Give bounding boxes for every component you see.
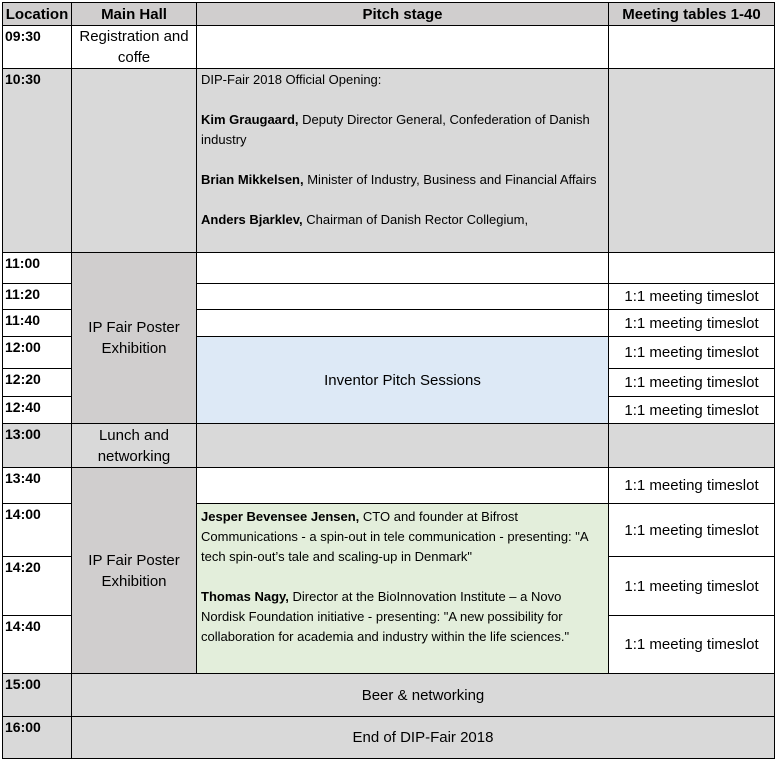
meeting-empty-cell xyxy=(609,69,775,253)
talk-description: Director at the BioInnovation Institute – a Novo Nordisk Foundation initiative - presenting: "A new possibility for collaboration for academia and industry within the life sciences." xyxy=(201,589,570,644)
meeting-slot-cell: 1:1 meeting timeslot xyxy=(609,504,775,557)
pitch-empty-cell xyxy=(197,468,609,504)
pitch-sessions-cell: Inventor Pitch Sessions xyxy=(197,337,609,424)
speaker-name: Anders Bjarklev, xyxy=(201,212,303,227)
time-cell: 11:40 xyxy=(3,310,72,337)
main-hall-empty-cell xyxy=(72,69,197,253)
meeting-slot-cell: 1:1 meeting timeslot xyxy=(609,310,775,337)
opening-title: DIP-Fair 2018 Official Opening: xyxy=(201,72,382,87)
poster-exhibition-cell: IP Fair Poster Exhibition xyxy=(72,253,197,424)
talk xyxy=(201,587,604,647)
end-of-fair-cell: End of DIP-Fair 2018 xyxy=(72,717,775,759)
meeting-empty-cell xyxy=(609,424,775,468)
meeting-slot-cell: 1:1 meeting timeslot xyxy=(609,284,775,310)
talk-description: CTO and founder at Bifrost Communications - a spin-out in tele communication - presenting: "A tech spin-out’s tale and scaling-up in Denmark" xyxy=(201,509,588,564)
poster-exhibition-cell: IP Fair Poster Exhibition xyxy=(72,468,197,674)
time-cell: 14:20 xyxy=(3,557,72,616)
speaker-name: Thomas Nagy, xyxy=(201,589,289,604)
time-cell: 13:40 xyxy=(3,468,72,504)
registration-cell: Registration and coffe xyxy=(72,26,197,69)
time-cell: 13:00 xyxy=(3,424,72,468)
meeting-slot-cell: 1:1 meeting timeslot xyxy=(609,557,775,616)
header-main-hall: Main Hall xyxy=(72,3,197,26)
time-cell: 09:30 xyxy=(3,26,72,69)
speaker-role: Deputy Director General, Confederation of Danish industry xyxy=(201,112,590,147)
time-cell: 16:00 xyxy=(3,717,72,759)
time-cell: 11:20 xyxy=(3,284,72,310)
meeting-slot-cell: 1:1 meeting timeslot xyxy=(609,468,775,504)
speaker-role: Minister of Industry, Business and Financial Affairs xyxy=(303,172,597,187)
header-row xyxy=(3,3,775,26)
speaker-name: Jesper Bevensee Jensen, xyxy=(201,509,360,524)
speaker-name: Kim Graugaard, xyxy=(201,112,299,127)
schedule-table xyxy=(2,2,775,759)
row-1030 xyxy=(3,69,775,253)
speaker-role: Chairman of Danish Rector Collegium, xyxy=(302,212,529,227)
opening-speaker xyxy=(201,170,604,190)
meeting-empty-cell xyxy=(609,253,775,284)
time-cell: 12:40 xyxy=(3,397,72,424)
lunch-cell: Lunch and networking xyxy=(72,424,197,468)
header-meeting-tables: Meeting tables 1-40 xyxy=(609,3,775,26)
afternoon-talks-cell xyxy=(197,504,609,674)
meeting-slot-cell: 1:1 meeting timeslot xyxy=(609,397,775,424)
pitch-empty-cell xyxy=(197,26,609,69)
row-1600 xyxy=(3,717,775,759)
pitch-empty-cell xyxy=(197,284,609,310)
opening-cell xyxy=(197,69,609,253)
time-cell: 15:00 xyxy=(3,674,72,717)
row-1100 xyxy=(3,253,775,284)
row-1300 xyxy=(3,424,775,468)
meeting-slot-cell: 1:1 meeting timeslot xyxy=(609,369,775,397)
row-1500 xyxy=(3,674,775,717)
beer-networking-cell: Beer & networking xyxy=(72,674,775,717)
time-cell: 11:00 xyxy=(3,253,72,284)
talk xyxy=(201,507,604,567)
meeting-slot-cell: 1:1 meeting timeslot xyxy=(609,616,775,674)
time-cell: 12:00 xyxy=(3,337,72,369)
header-location: Location xyxy=(3,3,72,26)
time-cell: 10:30 xyxy=(3,69,72,253)
meeting-empty-cell xyxy=(609,26,775,69)
row-0930 xyxy=(3,26,775,69)
time-cell: 14:00 xyxy=(3,504,72,557)
opening-speaker xyxy=(201,210,604,230)
pitch-empty-cell xyxy=(197,253,609,284)
time-cell: 14:40 xyxy=(3,616,72,674)
time-cell: 12:20 xyxy=(3,369,72,397)
meeting-slot-cell: 1:1 meeting timeslot xyxy=(609,337,775,369)
opening-speaker xyxy=(201,110,604,150)
speaker-name: Brian Mikkelsen, xyxy=(201,172,304,187)
header-pitch-stage: Pitch stage xyxy=(197,3,609,26)
pitch-empty-cell xyxy=(197,310,609,337)
pitch-empty-cell xyxy=(197,424,609,468)
row-1340 xyxy=(3,468,775,504)
